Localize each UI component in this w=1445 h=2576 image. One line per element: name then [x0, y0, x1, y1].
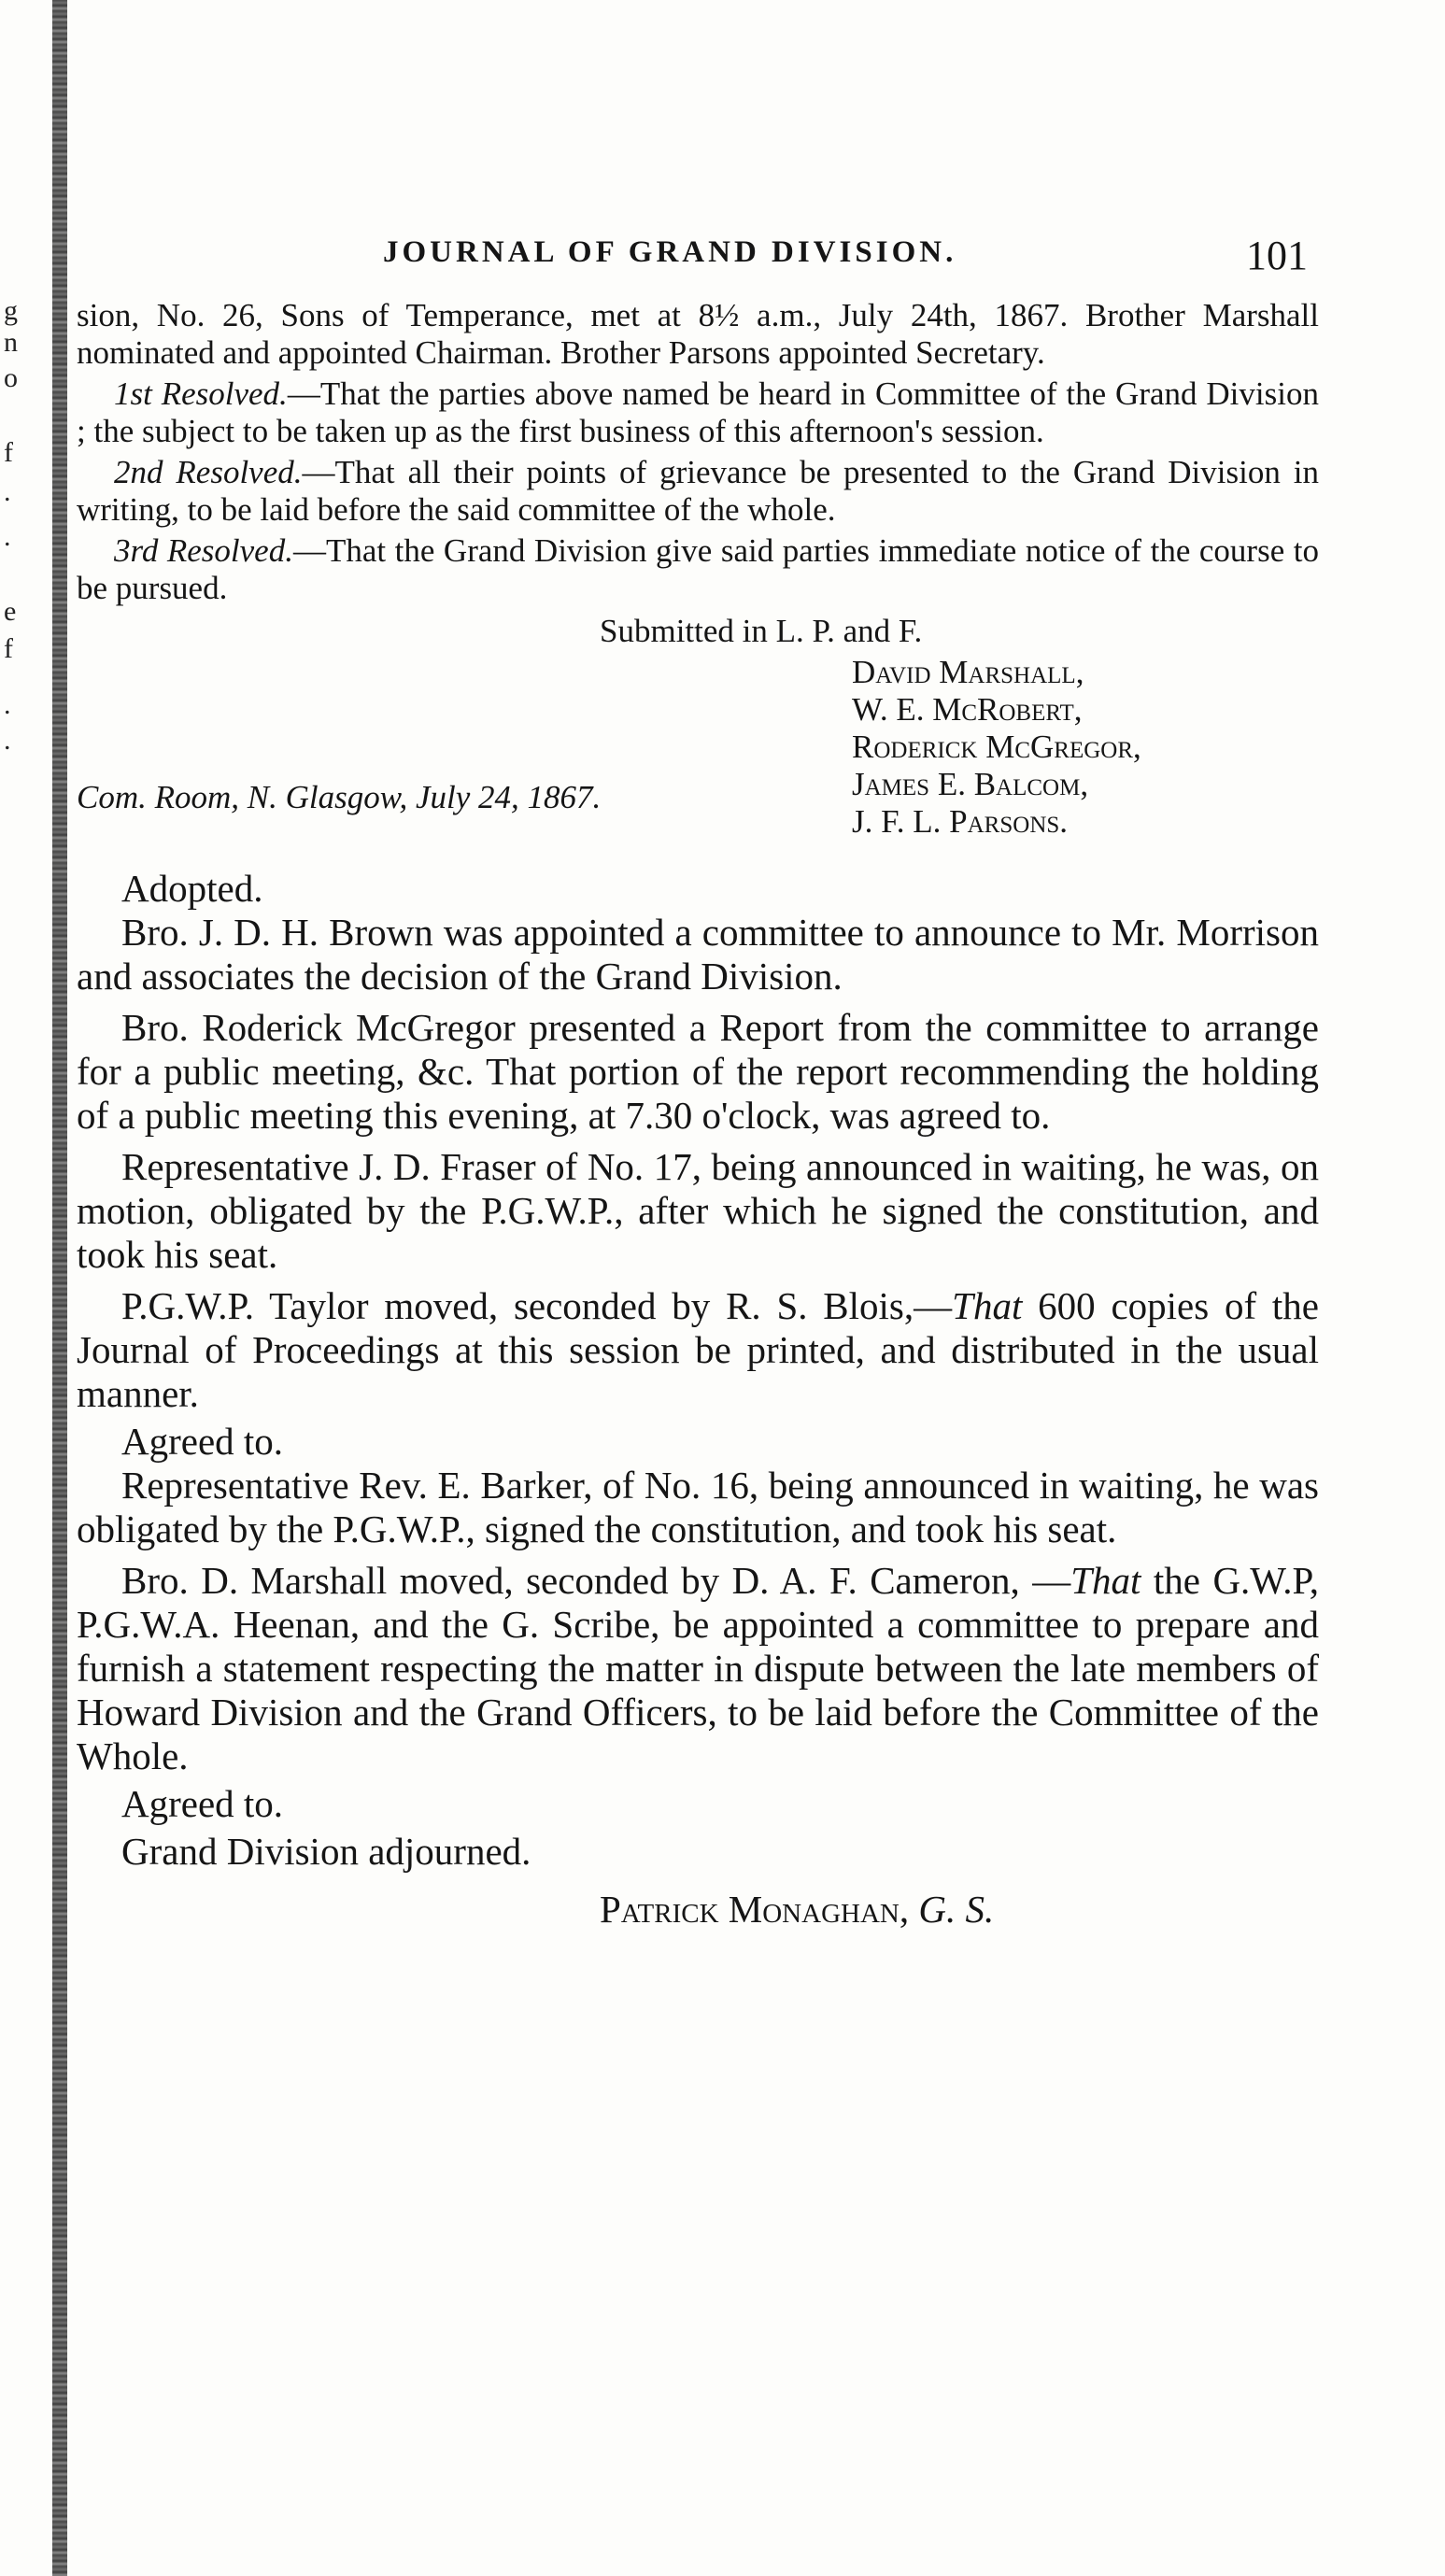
closing-signature	[77, 1887, 1319, 1932]
adjourned-line: Grand Division adjourned.	[121, 1830, 531, 1873]
signatory-name: J. F. L. Parsons.	[852, 803, 1069, 840]
resolution-1-text: —That the parties above named be heard in Committee of the Grand Division ; the subject to be taken up as the first business of this afternoon's session.	[77, 375, 1319, 449]
signatory-list	[852, 654, 1141, 841]
resolution-1	[77, 375, 1319, 450]
signatory-name: Roderick McGregor,	[852, 729, 1141, 765]
gutter-fragment: o	[4, 362, 18, 393]
gutter-fragment: g	[4, 295, 18, 326]
marshall-motion-rest: the G.W.P, P.G.W.A. Heenan, and the G. Scribe, be appointed a committee to prepare and furnish a statement respecting the matter in dispute between the late members of Howard Division and the Grand Officers, to be laid before the Committee of the Whole.	[77, 1559, 1320, 1777]
signatory-name: David Marshall,	[852, 654, 1084, 690]
gutter-fragment: e	[4, 596, 17, 627]
resolution-2	[77, 454, 1319, 529]
running-title: JOURNAL OF GRAND DIVISION.	[383, 235, 957, 269]
paragraph-barker: Representative Rev. E. Barker, of No. 16, being announced in waiting, he was obligated by the P.G.W.P., signed the constitution, and took his seat.	[77, 1464, 1319, 1550]
resolution-1-label: 1st Resolved.	[114, 375, 288, 412]
signatory-name: W. E. McRobert,	[852, 691, 1083, 728]
gutter-fragment: .	[4, 725, 11, 756]
resolution-3-label: 3rd Resolved.	[114, 532, 293, 569]
binding-gutter	[0, 0, 62, 2576]
taylor-motion-start: P.G.W.P. Taylor moved, seconded by R. S. Blois,—	[121, 1284, 953, 1327]
resolution-3-text: —That the Grand Division give said parties immediate notice of the course to be pursued.	[77, 532, 1320, 606]
adopted-line: Adopted.	[121, 867, 263, 910]
paragraph-marshall-motion	[77, 1559, 1319, 1778]
running-head	[93, 232, 1317, 278]
report-signature-block	[77, 613, 1319, 863]
submitted-line: Submitted in L. P. and F.	[600, 613, 923, 649]
resolution-3	[77, 532, 1319, 607]
paragraph-brown: Bro. J. D. H. Brown was appointed a committee to announce to Mr. Morrison and associates the decision of the Grand Division.	[77, 911, 1319, 998]
agreed-line: Agreed to.	[121, 1782, 284, 1825]
place-date: Com. Room, N. Glasgow, July 24, 1867.	[77, 779, 602, 815]
gutter-fragment: n	[4, 327, 18, 358]
gutter-fragment: .	[4, 476, 11, 507]
resolution-2-label: 2nd Resolved.	[114, 454, 303, 490]
page-body	[77, 297, 1319, 1932]
paragraph-taylor-motion	[77, 1284, 1319, 1416]
gutter-fragment: .	[4, 689, 11, 720]
marshall-motion-start: Bro. D. Marshall moved, seconded by D. A. F. Cameron, —	[121, 1559, 1071, 1602]
paragraph-mcgregor: Bro. Roderick McGregor presented a Report from the committee to arrange for a public meeting, &c. That portion of the report recommending the holding of a public meeting this evening, at 7.30 o'clock, was agreed to.	[77, 1006, 1319, 1137]
binding-edge	[52, 0, 67, 2576]
gutter-fragment: f	[4, 437, 13, 468]
report-opening: sion, No. 26, Sons of Temperance, met at 8½ a.m., July 24th, 1867. Brother Marshall nominated and appointed Chairman. Brother Parsons appointed Secretary.	[77, 297, 1319, 371]
gutter-fragment: f	[4, 633, 13, 664]
gutter-fragment: .	[4, 521, 11, 552]
marshall-motion-that: That	[1070, 1559, 1141, 1602]
scribe-name: Patrick Monaghan,	[600, 1888, 910, 1931]
scribe-title: G. S.	[918, 1888, 995, 1931]
resolution-2-text: —That all their points of grievance be presented to the Grand Division in writing, to be laid before the said committee of the whole.	[77, 454, 1320, 528]
paragraph-fraser: Representative J. D. Fraser of No. 17, being announced in waiting, he was, on motion, obligated by the P.G.W.P., after which he signed the constitution, and took his seat.	[77, 1145, 1319, 1276]
page-number: 101	[1246, 233, 1308, 278]
taylor-motion-that: That	[952, 1284, 1023, 1327]
agreed-line: Agreed to.	[121, 1420, 284, 1463]
taylor-motion-rest: 600 copies of the Journal of Proceedings at this session be printed, and distributed in the usual manner.	[77, 1284, 1320, 1415]
signatory-name: James E. Balcom,	[852, 766, 1089, 802]
